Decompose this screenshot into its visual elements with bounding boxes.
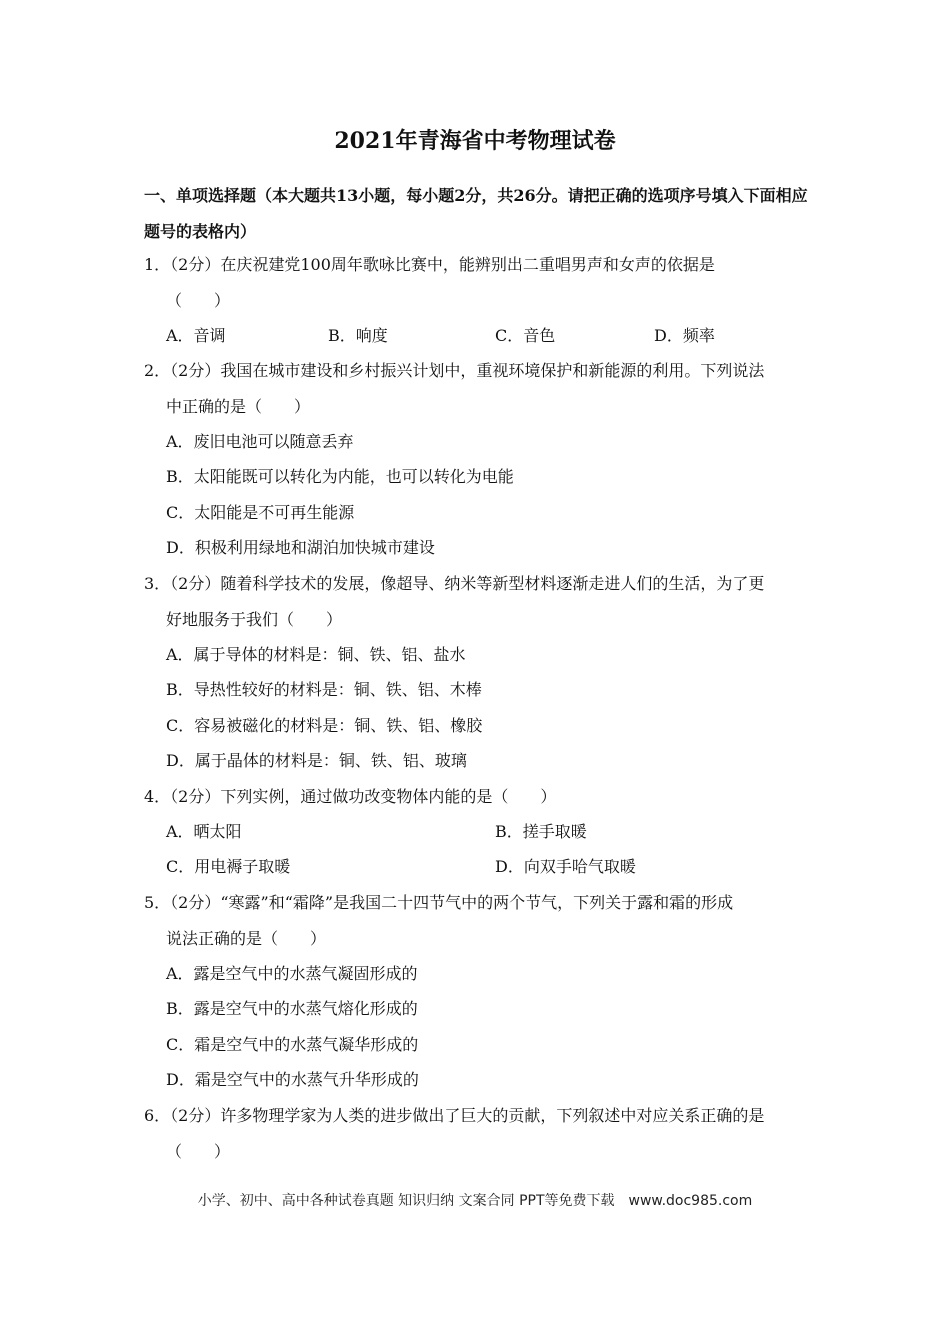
question-3-option-d: D．属于晶体的材料是：铜、铁、铝、玻璃 bbox=[166, 751, 467, 770]
question-1-option-d: D．频率 bbox=[654, 326, 715, 345]
question-3-text-cont: 好地服务于我们（ ） bbox=[166, 610, 343, 629]
question-1-text: 1．（2分）在庆祝建党100周年歌咏比赛中，能辨别出二重唱男声和女声的依据是 bbox=[144, 255, 715, 274]
question-2-option-a: A．废旧电池可以随意丢弃 bbox=[166, 432, 354, 451]
question-2-text: 2．（2分）我国在城市建设和乡村振兴计划中，重视环境保护和新能源的利用。下列说法 bbox=[144, 361, 765, 380]
page-title: 2021年青海省中考物理试卷 bbox=[334, 128, 616, 154]
question-4-option-d: D．向双手哈气取暖 bbox=[495, 857, 636, 876]
question-5-option-d: D．霜是空气中的水蒸气升华形成的 bbox=[166, 1070, 419, 1089]
section-heading: 一、单项选择题（本大题共13小题，每小题2分，共26分。请把正确的选项序号填入下面相应题号的表格内） bbox=[144, 186, 808, 241]
question-4-option-b: B．搓手取暖 bbox=[495, 822, 587, 841]
question-4-text: 4．（2分）下列实例，通过做功改变物体内能的是（ ） bbox=[144, 787, 557, 806]
question-1-option-b: B．响度 bbox=[328, 326, 388, 345]
question-1-option-a: A．音调 bbox=[166, 326, 226, 345]
question-2-option-b: B．太阳能既可以转化为内能，也可以转化为电能 bbox=[166, 467, 514, 486]
question-5-text: 5．（2分）“寒露”和“霜降”是我国二十四节气中的两个节气，下列关于露和霜的形成 bbox=[144, 893, 734, 912]
page-footer: 小学、初中、高中各种试卷真题 知识归纳 文案合同 PPT等免费下载 www.doc985.com bbox=[197, 1193, 753, 1209]
question-3-option-b: B．导热性较好的材料是：铜、铁、铝、木棒 bbox=[166, 680, 482, 699]
question-3-option-a: A．属于导体的材料是：铜、铁、铝、盐水 bbox=[166, 645, 466, 664]
question-1-option-c: C．音色 bbox=[495, 326, 556, 345]
question-2-option-d: D．积极利用绿地和湖泊加快城市建设 bbox=[166, 538, 435, 557]
question-3-text: 3．（2分）随着科学技术的发展，像超导、纳米等新型材料逐渐走进人们的生活，为了更 bbox=[144, 574, 765, 593]
question-1-text-cont: （ ） bbox=[166, 291, 231, 310]
question-3-option-c: C．容易被磁化的材料是：铜、铁、铝、橡胶 bbox=[166, 716, 483, 735]
question-5-option-a: A．露是空气中的水蒸气凝固形成的 bbox=[166, 964, 418, 983]
question-6-text: 6．（2分）许多物理学家为人类的进步做出了巨大的贡献，下列叙述中对应关系正确的是 bbox=[144, 1106, 765, 1125]
question-5-option-c: C．霜是空气中的水蒸气凝华形成的 bbox=[166, 1035, 419, 1054]
question-4-option-c: C．用电褥子取暖 bbox=[166, 857, 291, 876]
question-6-text-cont: （ ） bbox=[166, 1142, 231, 1161]
question-2-text-cont: 中正确的是（ ） bbox=[166, 397, 311, 416]
question-4-option-a: A．晒太阳 bbox=[166, 822, 242, 841]
question-2-option-c: C．太阳能是不可再生能源 bbox=[166, 503, 355, 522]
question-5-option-b: B．露是空气中的水蒸气熔化形成的 bbox=[166, 999, 418, 1018]
question-5-text-cont: 说法正确的是（ ） bbox=[166, 929, 327, 948]
